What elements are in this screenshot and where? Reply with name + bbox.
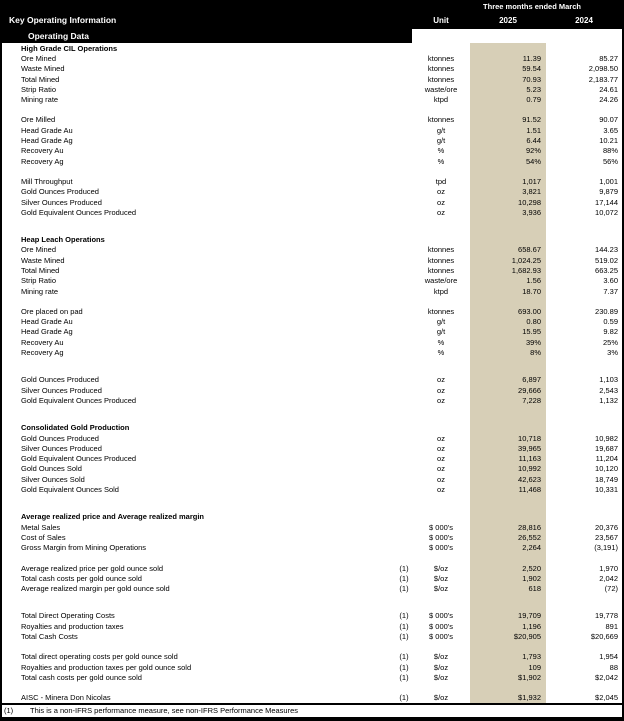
row-label: Total Mined	[21, 74, 60, 84]
footnote-ref: (1)	[399, 632, 409, 641]
value-2024-cell: 1,954	[599, 652, 618, 662]
value-2024-cell: 1,103	[599, 375, 618, 385]
table-row	[2, 347, 622, 357]
value-2024-cell: 88%	[602, 146, 618, 156]
blank-row	[2, 642, 622, 652]
row-label: Silver Ounces Produced	[21, 385, 102, 395]
value-2025-cell	[470, 105, 546, 115]
value-2024-cell: 1,132	[599, 395, 618, 405]
table-row	[2, 125, 622, 135]
value-2024-cell: 144.23	[595, 245, 618, 255]
row-label: Silver Ounces Sold	[21, 474, 85, 484]
value-2025-cell: 92%	[470, 146, 546, 156]
table-row	[2, 317, 622, 327]
row-label: Mining rate	[21, 286, 59, 296]
row-label: Gold Equivalent Ounces Produced	[21, 395, 137, 405]
table-header	[0, 0, 624, 43]
table-row	[2, 563, 622, 573]
value-2025-cell	[470, 217, 546, 234]
value-2025-cell: 3,936	[470, 207, 546, 217]
value-2024-cell: 10,120	[595, 464, 618, 474]
row-label: Heap Leach Operations	[21, 235, 105, 245]
value-2024-cell: 3.65	[603, 125, 618, 135]
table-row	[2, 176, 622, 186]
value-2024-cell: (3,191)	[594, 543, 618, 553]
unit-cell: $ 000's	[429, 522, 453, 532]
row-label: Recovery Au	[21, 146, 64, 156]
table-row	[2, 433, 622, 443]
footnote-ref: (1)	[399, 693, 409, 703]
row-label: Gold Equivalent Ounces Produced	[21, 454, 137, 464]
value-2024-cell: 1,970	[599, 563, 618, 573]
blank-row	[2, 495, 622, 512]
unit-cell: oz	[437, 197, 445, 207]
footnote-ref: (1)	[399, 662, 409, 672]
blank-row	[2, 105, 622, 115]
unit-cell: oz	[437, 454, 445, 464]
value-2024-cell: 230.89	[595, 306, 618, 316]
value-2025-cell	[470, 234, 546, 244]
value-2024-cell: 2,183.77	[588, 74, 618, 84]
period-label: Three months ended March	[483, 2, 581, 11]
row-label: Gold Equivalent Ounces Sold	[21, 485, 119, 495]
unit-cell: ktonnes	[427, 115, 455, 125]
row-label: Ore Mined	[21, 245, 57, 255]
unit-cell: ktonnes	[427, 255, 455, 265]
row-label: Silver Ounces Produced	[21, 443, 102, 453]
unit-cell: g/t	[436, 136, 446, 146]
page-title: Key Operating Information	[9, 15, 117, 25]
unit-cell: $/oz	[433, 662, 449, 672]
blank-row	[2, 217, 622, 234]
column-header-2025: 2025	[499, 16, 517, 25]
row-label: Head Grade Au	[21, 125, 73, 135]
table-row	[2, 306, 622, 316]
unit-cell: ktpd	[433, 286, 449, 296]
value-2025-cell: 91.52	[470, 115, 546, 125]
value-2024-cell: 891	[605, 621, 618, 631]
value-2024-cell: 519.02	[595, 255, 618, 265]
value-2024-cell: $2,042	[595, 672, 618, 682]
blank-row	[2, 166, 622, 176]
value-2025-cell	[470, 495, 546, 512]
value-2024-cell: 10.21	[599, 136, 618, 146]
section-row	[2, 423, 622, 433]
value-2025-cell: 39%	[470, 337, 546, 347]
value-2025-cell: $1,902	[470, 672, 546, 682]
table-row	[2, 245, 622, 255]
row-label: High Grade CIL Operations	[21, 43, 118, 53]
table-row	[2, 543, 622, 553]
row-label: Cost of Sales	[21, 532, 66, 542]
table-footer	[0, 703, 624, 721]
row-label: Total direct operating costs per gold ounce sold	[21, 652, 178, 662]
table-row	[2, 187, 622, 197]
value-2024-cell: (72)	[604, 584, 618, 594]
table-row	[2, 255, 622, 265]
unit-cell: ktpd	[433, 95, 449, 105]
blank-row	[2, 683, 622, 693]
unit-cell: ktonnes	[427, 64, 455, 74]
value-2025-cell: 6.44	[470, 135, 546, 145]
row-label: Strip Ratio	[21, 276, 57, 286]
row-label: Gold Ounces Sold	[21, 464, 82, 474]
unit-cell: %	[437, 156, 445, 166]
value-2025-cell: 8%	[470, 347, 546, 357]
value-2024-cell: 9,879	[599, 187, 618, 197]
blank-row	[2, 594, 622, 611]
value-2025-cell	[470, 683, 546, 693]
value-2025-cell	[470, 166, 546, 176]
row-label: Gross Margin from Mining Operations	[21, 543, 147, 553]
unit-cell: ktonnes	[427, 306, 455, 316]
footnote-ref: (1)	[399, 573, 409, 583]
value-2024-cell: 0.59	[603, 317, 618, 327]
row-label: Gold Equivalent Ounces Produced	[21, 207, 137, 217]
value-2024-cell: 90.07	[599, 115, 618, 125]
value-2024-cell: 23,567	[595, 532, 618, 542]
value-2024-cell: 88	[609, 662, 618, 672]
value-2025-cell: 1.51	[470, 125, 546, 135]
value-2024-cell: 3%	[607, 348, 618, 358]
unit-cell: oz	[437, 433, 445, 443]
table-row	[2, 573, 622, 583]
value-2025-cell	[470, 296, 546, 306]
section-title-operating-data: Operating Data	[28, 31, 89, 41]
table-row	[2, 337, 622, 347]
value-2025-cell: 1,024.25	[470, 255, 546, 265]
unit-cell: g/t	[436, 125, 446, 135]
value-2024-cell: 663.25	[595, 265, 618, 275]
unit-cell: $ 000's	[429, 611, 453, 621]
table-row	[2, 156, 622, 166]
footnote-ref: (1)	[399, 611, 409, 621]
value-2024-cell: 18,749	[595, 474, 618, 484]
value-2024-cell: 2,543	[599, 385, 618, 395]
table-row	[2, 64, 622, 74]
value-2025-cell: 7,228	[470, 395, 546, 405]
value-2024-cell: 2,042	[599, 573, 618, 583]
row-label: Mill Throughput	[21, 176, 73, 186]
value-2025-cell: 11,163	[470, 454, 546, 464]
table-row	[2, 135, 622, 145]
row-label: Head Grade Au	[21, 317, 73, 327]
value-2025-cell: 1,017	[470, 176, 546, 186]
value-2025-cell	[470, 553, 546, 563]
table-row	[2, 385, 622, 395]
blank-row	[2, 358, 622, 375]
unit-cell: $/oz	[433, 652, 449, 662]
value-2024-cell: 20,376	[595, 522, 618, 532]
unit-cell: oz	[437, 485, 445, 495]
unit-cell: waste/ore	[424, 84, 458, 94]
section-row	[2, 234, 622, 244]
unit-cell: oz	[437, 385, 445, 395]
value-2025-cell: 658.67	[470, 245, 546, 255]
value-2024-cell: 2,098.50	[588, 64, 618, 74]
table-row	[2, 197, 622, 207]
blank-row	[2, 553, 622, 563]
table-row	[2, 115, 622, 125]
value-2024-cell: 7.37	[603, 286, 618, 296]
table-body	[2, 43, 622, 703]
value-2025-cell: 1,793	[470, 652, 546, 662]
blank-row	[2, 296, 622, 306]
value-2025-cell: 18.70	[470, 286, 546, 296]
unit-cell: %	[437, 337, 445, 347]
value-2025-cell: 11.39	[470, 53, 546, 63]
unit-cell: $/oz	[433, 693, 449, 703]
table-row	[2, 395, 622, 405]
unit-cell: oz	[437, 207, 445, 217]
unit-cell: waste/ore	[424, 276, 458, 286]
unit-cell: tpd	[435, 176, 447, 186]
row-label: Total cash costs per gold ounce sold	[21, 573, 142, 583]
unit-cell: oz	[437, 187, 445, 197]
footnote-row	[0, 705, 624, 717]
table-row	[2, 611, 622, 621]
row-label: Head Grade Ag	[21, 327, 73, 337]
value-2024-cell: 56%	[602, 156, 618, 166]
value-2025-cell	[470, 406, 546, 423]
unit-cell: oz	[437, 474, 445, 484]
table-row	[2, 583, 622, 593]
value-2025-cell: 11,468	[470, 484, 546, 494]
row-label: Recovery Au	[21, 337, 64, 347]
row-label: AISC - Minera Don Nicolas	[21, 693, 111, 703]
value-2024-cell: 24.61	[599, 84, 618, 94]
value-2024-cell: 10,072	[595, 207, 618, 217]
row-label: Gold Ounces Produced	[21, 187, 99, 197]
unit-cell: oz	[437, 464, 445, 474]
value-2025-cell: 54%	[470, 156, 546, 166]
value-2025-cell	[470, 423, 546, 433]
blank-row	[2, 406, 622, 423]
table-row	[2, 265, 622, 275]
row-label: Recovery Ag	[21, 348, 64, 358]
value-2025-cell: 1.56	[470, 276, 546, 286]
row-label: Total Cash Costs	[21, 632, 78, 641]
value-2025-cell: 1,196	[470, 621, 546, 631]
section-row	[2, 512, 622, 522]
value-2025-cell	[470, 512, 546, 522]
row-label: Metal Sales	[21, 522, 61, 532]
row-label: Gold Ounces Produced	[21, 375, 99, 385]
unit-cell: $ 000's	[429, 621, 453, 631]
table-row	[2, 693, 622, 703]
row-label: Waste Mined	[21, 255, 65, 265]
row-label: Recovery Ag	[21, 156, 64, 166]
row-label: Consolidated Gold Production	[21, 423, 130, 433]
value-2024-cell: 11,204	[595, 454, 618, 464]
unit-cell: $/oz	[433, 563, 449, 573]
row-label: Royalties and production taxes	[21, 621, 124, 631]
table-row	[2, 207, 622, 217]
row-label: Strip Ratio	[21, 84, 57, 94]
row-label: Ore Mined	[21, 53, 57, 63]
value-2024-cell: 19,778	[595, 611, 618, 621]
value-2025-cell: 618	[470, 583, 546, 593]
unit-cell: g/t	[436, 327, 446, 337]
value-2025-cell: 19,709	[470, 611, 546, 621]
value-2025-cell: 0.79	[470, 94, 546, 104]
table-row	[2, 94, 622, 104]
table-row	[2, 146, 622, 156]
row-label: Average realized price and Average realized margin	[21, 512, 204, 522]
value-2024-cell: 10,331	[595, 485, 618, 495]
value-2025-cell: 3,821	[470, 187, 546, 197]
footnote-ref: (1)	[399, 621, 409, 631]
value-2024-cell: $2,045	[595, 693, 618, 703]
value-2025-cell: 39,965	[470, 443, 546, 453]
row-label: Total cash costs per gold ounce sold	[21, 672, 142, 682]
row-label: Ore Milled	[21, 115, 56, 125]
value-2025-cell: 15.95	[470, 327, 546, 337]
value-2024-cell: 17,144	[595, 197, 618, 207]
unit-cell: oz	[437, 375, 445, 385]
bottom-black-bar	[0, 717, 624, 721]
table-row	[2, 286, 622, 296]
row-label: Royalties and production taxes per gold ounce sold	[21, 662, 192, 672]
row-label: Average realized margin per gold ounce sold	[21, 584, 170, 594]
value-2025-cell: 10,298	[470, 197, 546, 207]
value-2025-cell: 2,264	[470, 543, 546, 553]
footnote-ref: (1)	[399, 652, 409, 662]
table-row	[2, 375, 622, 385]
value-2025-cell: 0.80	[470, 317, 546, 327]
value-2025-cell: 693.00	[470, 306, 546, 316]
value-2025-cell: 10,718	[470, 433, 546, 443]
value-2024-cell: 1,001	[599, 176, 618, 186]
table-row	[2, 454, 622, 464]
value-2024-cell: $20,669	[590, 632, 618, 641]
value-2025-cell: 6,897	[470, 375, 546, 385]
table-row	[2, 53, 622, 63]
table-row	[2, 631, 622, 641]
row-label: Waste Mined	[21, 64, 65, 74]
footnote-text: This is a non-IFRS performance measure, see non-IFRS Performance Measures	[30, 706, 299, 715]
row-label: Mining rate	[21, 95, 59, 105]
row-label: Total Direct Operating Costs	[21, 611, 115, 621]
value-2025-cell	[470, 642, 546, 652]
value-2025-cell: 28,816	[470, 522, 546, 532]
value-2025-cell: 109	[470, 662, 546, 672]
table-row	[2, 652, 622, 662]
unit-cell: oz	[437, 443, 445, 453]
row-label: Silver Ounces Produced	[21, 197, 102, 207]
table-row	[2, 484, 622, 494]
unit-cell: $/oz	[433, 672, 449, 682]
table-row	[2, 672, 622, 682]
unit-cell: %	[437, 146, 445, 156]
value-2024-cell: 10,982	[595, 433, 618, 443]
table-row	[2, 522, 622, 532]
footnote-ref: (1)	[399, 672, 409, 682]
table-row	[2, 84, 622, 94]
value-2025-cell: $20,905	[470, 631, 546, 641]
unit-cell: ktonnes	[427, 74, 455, 84]
unit-cell: ktonnes	[427, 265, 455, 275]
table-row	[2, 662, 622, 672]
value-2025-cell: $1,932	[470, 693, 546, 703]
table-row	[2, 74, 622, 84]
row-label: Ore placed on pad	[21, 306, 83, 316]
value-2024-cell: 24.26	[599, 95, 618, 105]
row-label: Gold Ounces Produced	[21, 433, 99, 443]
footnote-ref: (1)	[399, 563, 409, 573]
table-row	[2, 443, 622, 453]
footnote-ref: (1)	[399, 584, 409, 594]
table-row	[2, 276, 622, 286]
unit-cell: g/t	[436, 317, 446, 327]
section-row	[2, 43, 622, 53]
value-2025-cell: 29,666	[470, 385, 546, 395]
value-2025-cell	[470, 358, 546, 375]
value-2024-cell: 25%	[602, 337, 618, 347]
value-2025-cell: 26,552	[470, 532, 546, 542]
value-2025-cell: 70.93	[470, 74, 546, 84]
value-2025-cell: 2,520	[470, 563, 546, 573]
unit-cell: oz	[437, 395, 445, 405]
row-label: Head Grade Ag	[21, 136, 73, 146]
value-2025-cell: 42,623	[470, 474, 546, 484]
value-2025-cell: 59.54	[470, 64, 546, 74]
table-row	[2, 327, 622, 337]
value-2025-cell: 5.23	[470, 84, 546, 94]
unit-cell: $ 000's	[429, 532, 453, 542]
row-label: Total Mined	[21, 265, 60, 275]
value-2024-cell: 9.82	[603, 327, 618, 337]
table-row	[2, 532, 622, 542]
value-2024-cell: 3.60	[603, 276, 618, 286]
value-2024-cell: 85.27	[599, 53, 618, 63]
value-2025-cell: 10,992	[470, 464, 546, 474]
unit-cell: $ 000's	[429, 543, 453, 553]
unit-cell: ktonnes	[427, 245, 455, 255]
table-row	[2, 621, 622, 631]
table-row	[2, 464, 622, 474]
table-row	[2, 474, 622, 484]
unit-cell: $/oz	[433, 573, 449, 583]
unit-cell: $ 000's	[429, 632, 453, 641]
value-2025-cell: 1,902	[470, 573, 546, 583]
value-2025-cell	[470, 594, 546, 611]
row-label: Average realized price per gold ounce sold	[21, 563, 164, 573]
unit-cell: ktonnes	[427, 53, 455, 63]
footnote-marker: (1)	[4, 706, 14, 715]
value-2025-cell	[470, 43, 546, 53]
unit-cell: %	[437, 348, 445, 358]
column-header-unit: Unit	[433, 16, 449, 25]
unit-cell: $/oz	[433, 584, 449, 594]
value-2024-cell: 19,687	[595, 443, 618, 453]
value-2025-cell: 1,682.93	[470, 265, 546, 275]
column-header-2024: 2024	[575, 16, 593, 25]
